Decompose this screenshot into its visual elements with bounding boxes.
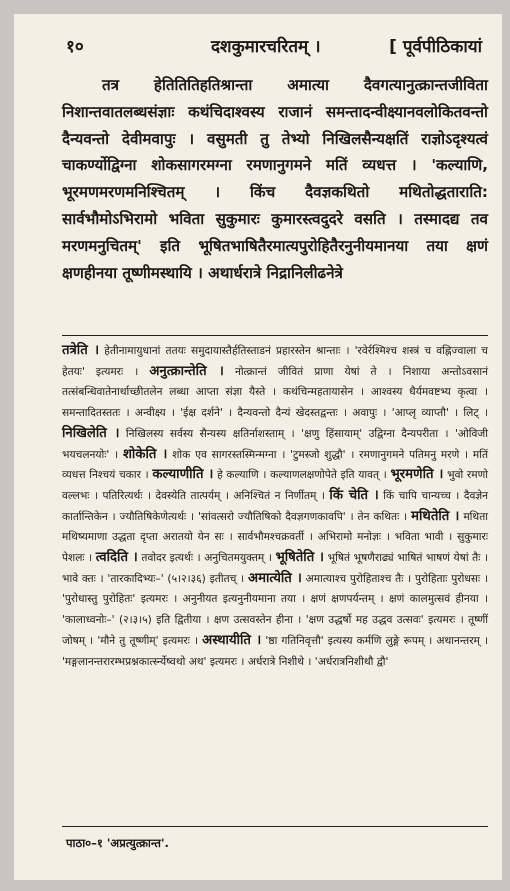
commentary-block bbox=[62, 341, 488, 672]
commentary-lemma: त्वदिति । bbox=[95, 550, 138, 566]
commentary-text: हे कल्याणि । कल्याणलक्षणोपेते इति यावत् । bbox=[213, 469, 387, 482]
main-paragraph: तत्र हेतितितिहतिश्रान्ता अमात्या दैवगत्यानुत्क्रान्तजीविता निशान्तवातलब्धसंज्ञाः कथंचिदाश्वस्य राजानं समन्तादन्वीक्ष्यानवलोकितवन्तो दैन्यवन्तो देवीमवापुः । वसुमती तु तेभ्यो निखिलसैन्यक्षतिं राज्ञोऽदृश्यत्वं चाकर्ण्योद्विग्ना शोकसागरमग्ना रमणानुगमने मतिं व्यधत्त । 'कल्याणि, भूरमणमरणमनिश्चितम् । किंच दैवज्ञकथितो मथितोद्धताराति: सार्वभौमोऽभिरामो भविता सुकुमारः कुमारस्त्वदुदरे वसति । तस्मादद्य तव मरणमनुचितम्' इति भूषितभाषितैरमात्यपुरोहितैरनुनीयमानया तया क्षणं क्षणहीनया तूष्णीमस्थायि । अथार्धरात्रे निद्रानिलीढनेत्रे bbox=[62, 76, 488, 282]
commentary-lemma: अमात्येति । bbox=[248, 570, 302, 586]
commentary-lemma: किं चेति । bbox=[329, 487, 379, 503]
commentary-text: हेतीनामायुधानां ततयः समुदायास्तैर्हतिस्ताडनं प्रहारस्तेन श्रान्ताः । 'रवेर्रश्मिश्च शस्त्रं च वह्निज्वाला च हेतयः' इत्यमरः । bbox=[62, 345, 488, 378]
section-title: [ पूर्वपीठिकायां bbox=[389, 37, 482, 57]
commentary-lemma: कल्याणीति । bbox=[152, 467, 214, 483]
commentary-lemma: निखिलेति । bbox=[62, 425, 120, 441]
commentary-lemma: शोकेति । bbox=[122, 446, 168, 462]
commentary-lemma: मथितेति । bbox=[411, 508, 460, 524]
commentary-lemma: भूषितेति । bbox=[275, 550, 325, 566]
commentary-text: निखिलस्य सर्वस्य सैन्यस्य क्षतिर्नाशस्ताम् । 'क्षणु हिंसायाम्' उद्विग्ना दैन्यपरीता । 'ओविजी भयचलनयोः' । bbox=[62, 427, 488, 461]
running-title: दशकुमारचरितम् । bbox=[211, 37, 321, 57]
commentary-text: मथिता मथिष्यमाणा उद्धता दृप्ता अरातयो येन सः । सार्वभौमश्चक्रवर्ती । अभिरामो मनोज्ञः । भविता भावी । सुकुमारः पेशलः । bbox=[62, 510, 488, 565]
commentary-text: शोक एव सागरस्तस्मिन्मग्ना । 'टुमस्जो शुद्धौ' । रमणानुगमने पतिमनु मरणे । मतिं व्यधत्त निश्चयं चकार । bbox=[62, 448, 488, 482]
commentary-text: किं चापि चान्यच्च । दैवज्ञेन कार्तान्तिकेन । ज्यौतिषिकेणेत्यर्थः । 'सांवत्सरो ज्यौतिषिको दैवज्ञगणकावपि' । तेन कथितः । bbox=[62, 489, 489, 523]
commentary-lemma: अस्थायीति । bbox=[202, 632, 262, 648]
page-number: १० bbox=[66, 37, 84, 57]
commentary-lemma: भूरमणेति । bbox=[390, 467, 444, 483]
book-page bbox=[14, 14, 502, 880]
commentary-lemma: अनुत्क्रान्तेति । bbox=[149, 363, 224, 379]
page-header bbox=[66, 34, 482, 58]
commentary-lemma: तत्रेति । bbox=[62, 343, 100, 358]
footnote: पाठा०–१ 'अप्रत्युत्क्रान्त'. bbox=[66, 836, 169, 850]
commentary-text: नोत्क्रान्तं जीवितं प्राणा येषां ते । निशाया अन्तोऽवसानं तत्संबन्धिवातेनार्थाच्छीतलेन लब्धा आप्ता संज्ञा यैस्ते । कथंचिन्महतायासेन । आश्वस्य धैर्यमवष्टभ्य कृत्वा । समन्तादितस्ततः । अन्वीक्ष्य । 'ईक्ष दर्शने' । दैन्यवन्तो दैन्यं खेदस्तद्वन्तः । अवापुः । 'आप्लृ व्याप्तौ' । लिट् । bbox=[62, 365, 488, 420]
commentary-text: तवोदर इत्यर्थः । अनुचितमयुक्तम् । bbox=[137, 552, 272, 565]
commentary-text: भूषितं भूषणैराढ्यं भाषितं भाषणं येषां तैः । भावे क्तः । 'तारकादिभ्यः–' (५।२।३६) इतीतच् । bbox=[62, 552, 488, 585]
footnote-divider bbox=[62, 826, 488, 827]
commentary-text: अमात्याश्च पुरोहिताश्च तैः । पुरोहिताः पुरोधसः । 'पुरोधास्तु पुरोहितः' इत्यमरः । अनुनीयत इत्यनुनीयमाना तया । क्षणं क्षणपर्यन्तम् । क्षणं कालमुत्सवं हीनया । 'कालाध्वनोः–' (२।३।५) इति द्वितीया । क्षण उत्सवस्तेन हीना । 'क्षण उद्धर्षो मह उद्धव उत्सवः' इत्यमरः । तूष्णीं जोषम् । 'मौने तु तूष्णीम्' इत्यमरः । bbox=[62, 572, 488, 647]
top-divider bbox=[62, 335, 488, 336]
commentary-text: भुवो रमणो वल्लभः । पतिरित्यर्थः । देवस्येति तात्पर्यम् । अनिश्चितं न निर्णीतम् । bbox=[62, 469, 488, 502]
commentary-paragraph bbox=[62, 341, 488, 672]
main-text-block bbox=[62, 72, 488, 286]
commentary-text: 'ष्ठा गतिनिवृत्तौ' इत्यस्य कर्मणि लुङ्गे रूपम् । अथानन्तरम् । 'मङ्गलानन्तरारम्भप्रश्नकार्त्स्न्येष्वथो अथ' इत्यमरः । अर्धरात्रे निशीथे । 'अर्धरात्रनिशीथौ द्वौ' bbox=[62, 634, 489, 668]
